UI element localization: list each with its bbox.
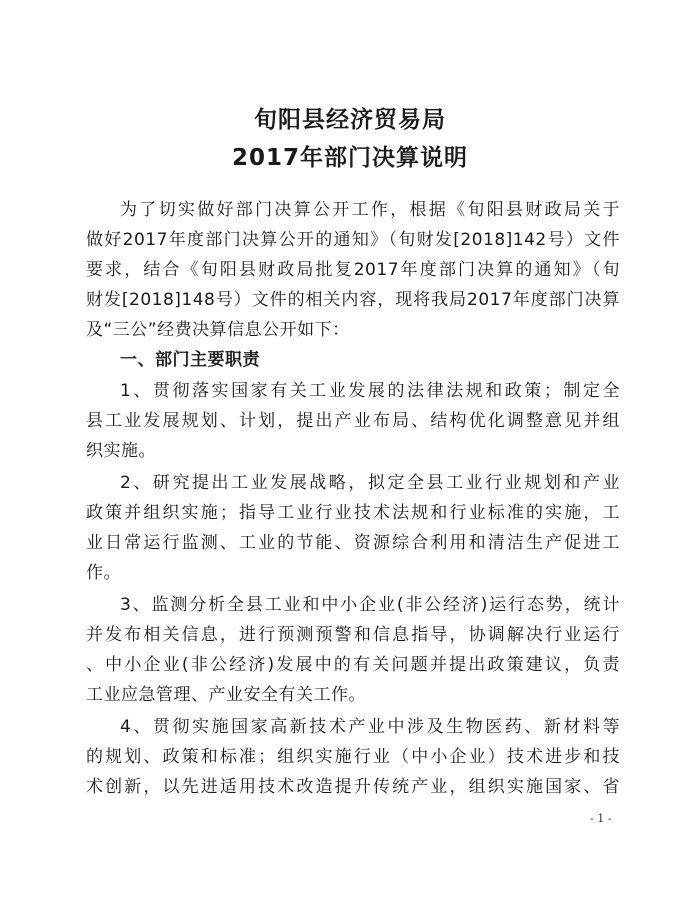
intro-line: 财发[2018]148号）文件的相关内容，现将我局2017年度部门决算 xyxy=(86,290,620,310)
item-1-line: 织实施。 xyxy=(86,441,156,461)
document-title-line-1: 旬阳县经济贸易局 xyxy=(254,107,446,133)
page-number: - 1 - xyxy=(590,812,612,825)
item-2-line: 作。 xyxy=(86,563,121,583)
item-2-line: 业日常运行监测、工业的节能、资源综合利用和清洁生产促进工 xyxy=(86,533,620,553)
item-1-line: 县工业发展规划、计划，提出产业布局、结构优化调整意见并组 xyxy=(86,411,620,431)
item-3-line: 并发布相关信息，进行预测预警和信息指导，协调解决行业运行 xyxy=(86,625,620,645)
item-3-line: 3、监测分析全县工业和中小企业(非公经济)运行态势，统计 xyxy=(120,595,620,615)
intro-line: 要求，结合《旬阳县财政局批复2017年度部门决算的通知》（旬 xyxy=(86,260,620,280)
intro-line: 及“三公”经费决算信息公开如下： xyxy=(86,320,350,340)
item-4-line: 4、贯彻实施国家高新技术产业中涉及生物医药、新材料等 xyxy=(120,717,620,737)
item-3-line: 、中小企业(非公经济)发展中的有关问题并提出政策建议，负责 xyxy=(86,655,620,675)
item-2-line: 2、研究提出工业发展战略，拟定全县工业行业规划和产业 xyxy=(120,473,620,493)
item-4-line: 的规划、政策和标准；组织实施行业（中小企业）技术进步和技 xyxy=(86,747,620,767)
intro-line: 为了切实做好部门决算公开工作，根据《旬阳县财政局关于 xyxy=(120,200,620,220)
item-2-line: 政策并组织实施；指导工业行业技术法规和行业标准的实施，工 xyxy=(86,503,620,523)
section-heading: 一、部门主要职责 xyxy=(120,350,260,370)
item-4-line: 术创新，以先进适用技术改造提升传统产业，组织实施国家、省 xyxy=(86,777,620,797)
item-3-line: 工业应急管理、产业安全有关工作。 xyxy=(86,685,366,705)
document-title-line-2: 2017年部门决算说明 xyxy=(231,145,468,171)
item-1-line: 1、贯彻落实国家有关工业发展的法律法规和政策；制定全 xyxy=(120,381,620,401)
intro-line: 做好2017年度部门决算公开的通知》（旬财发[2018]142号）文件 xyxy=(86,230,620,250)
